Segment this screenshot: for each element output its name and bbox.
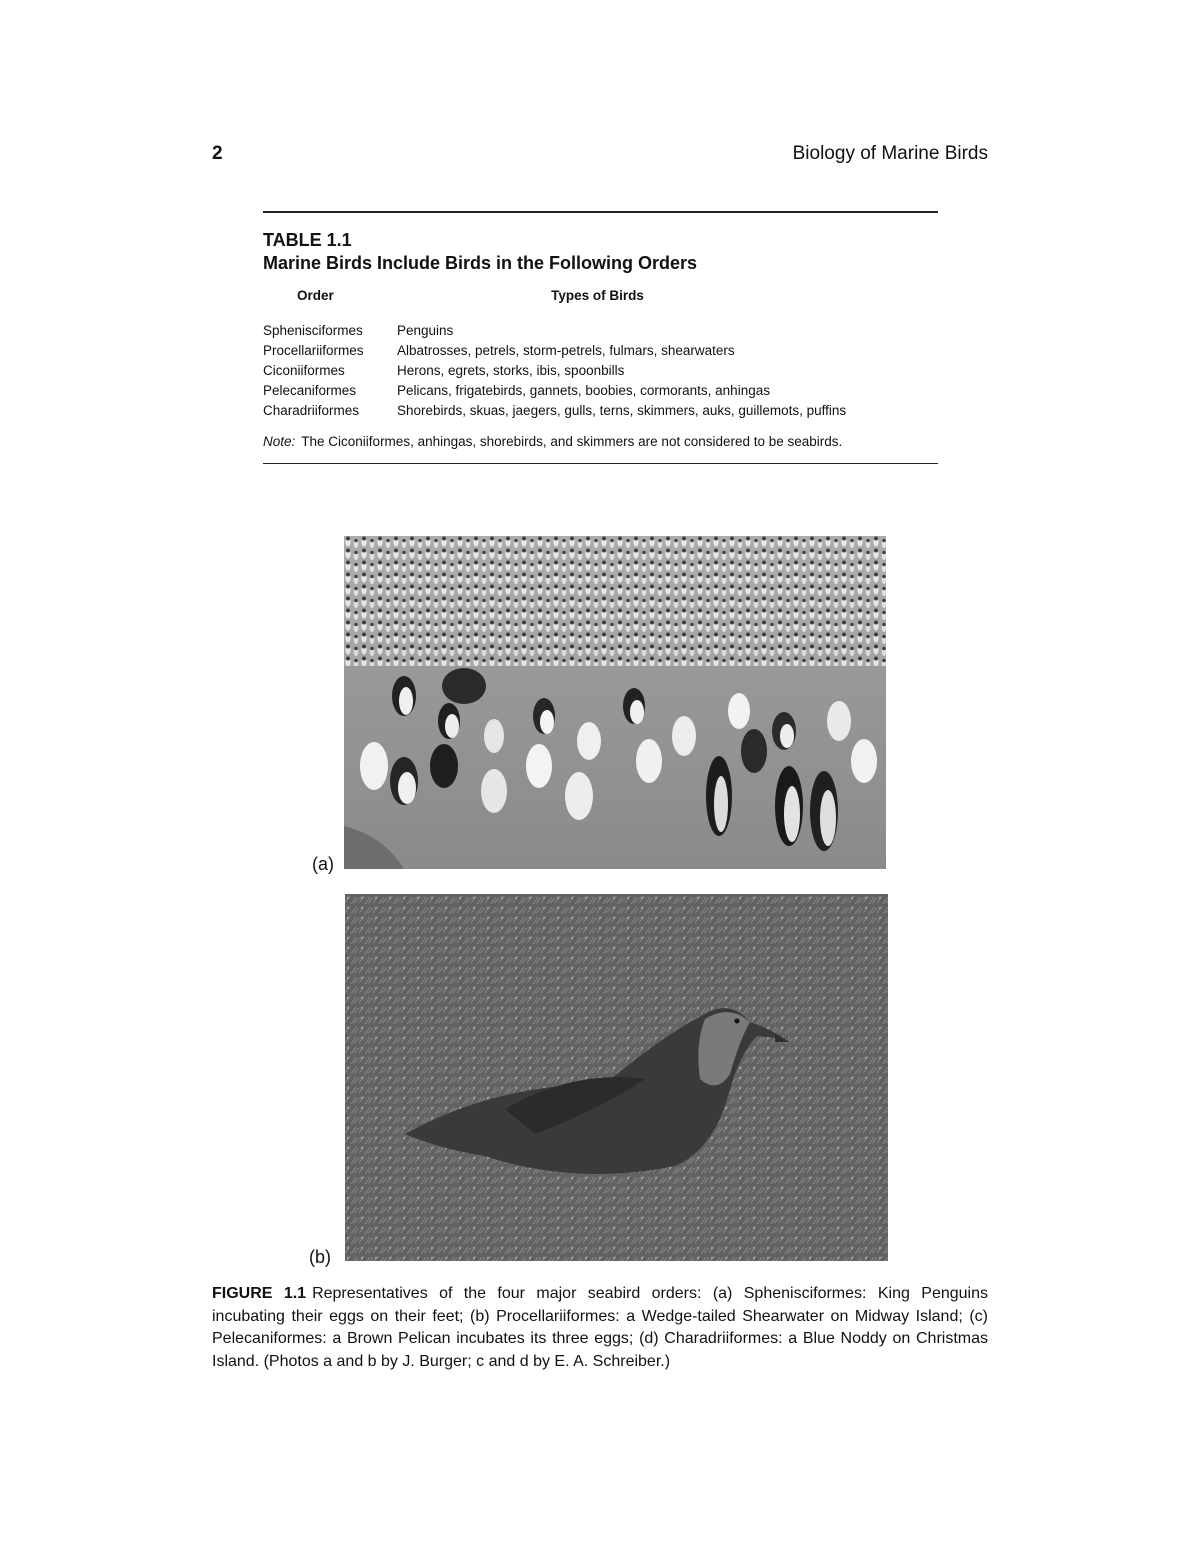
note-text: The Ciconiiformes, anhingas, shorebirds, and skimmers are not considered to be seabirds. (301, 434, 843, 449)
running-head: Biology of Marine Birds (792, 143, 988, 164)
types-cell: Albatrosses, petrels, storm-petrels, fulmars, shearwaters (397, 343, 735, 358)
table-row (263, 381, 938, 401)
panel-label-b: (b) (309, 1247, 331, 1267)
note-label: Note: (263, 434, 296, 449)
table-row (263, 361, 938, 381)
types-cell: Pelicans, frigatebirds, gannets, boobies, cormorants, anhingas (397, 383, 770, 398)
column-header-order: Order (297, 288, 334, 303)
order-cell: Procellariiformes (263, 343, 364, 358)
table-bottom-rule (263, 463, 938, 464)
column-header-types: Types of Birds (551, 288, 644, 303)
order-cell: Charadriiformes (263, 403, 360, 418)
shearwater-photo (345, 894, 888, 1261)
marine-birds-table (263, 288, 938, 421)
king-penguins-photo (344, 536, 886, 869)
figure-label: FIGURE 1.1 (212, 1285, 307, 1302)
types-cell: Penguins (397, 323, 454, 338)
order-cell: Ciconiiformes (263, 363, 345, 378)
page-number: 2 (212, 143, 223, 164)
types-cell: Shorebirds, skuas, jaegers, gulls, terns, skimmers, auks, guillemots, puffins (397, 403, 847, 418)
table-label: TABLE 1.1 (263, 230, 352, 250)
table-top-rule (263, 211, 938, 213)
king-penguins-illustration (344, 536, 886, 869)
table-header-row (263, 288, 938, 321)
table-row (263, 401, 938, 421)
shearwater-illustration (345, 894, 888, 1261)
table-note (263, 434, 938, 449)
order-cell: Sphenisciformes (263, 323, 363, 338)
panel-label-a: (a) (312, 854, 334, 874)
figure-caption-text: Representatives of the four major seabird orders: (a) Sphenisciformes: King Penguins incubating their eggs on their feet; (b) Procellariiformes: a Wedge-tailed Shearwater on Midway Island; (c) Pelecaniformes: a Brown Pelican incubates its three eggs; (d) Charadriiformes: a Blue Noddy on Christmas Island. (Photos a and b by J. Burger; c and d by E. A. Schreiber.) (212, 1285, 988, 1370)
order-cell: Pelecaniformes (263, 383, 357, 398)
table-row (263, 321, 938, 341)
table-caption: Marine Birds Include Birds in the Following Orders (263, 253, 698, 273)
types-cell: Herons, egrets, storks, ibis, spoonbills (397, 363, 625, 378)
figure-caption (212, 1283, 988, 1373)
table-row (263, 341, 938, 361)
table-block (263, 211, 938, 464)
